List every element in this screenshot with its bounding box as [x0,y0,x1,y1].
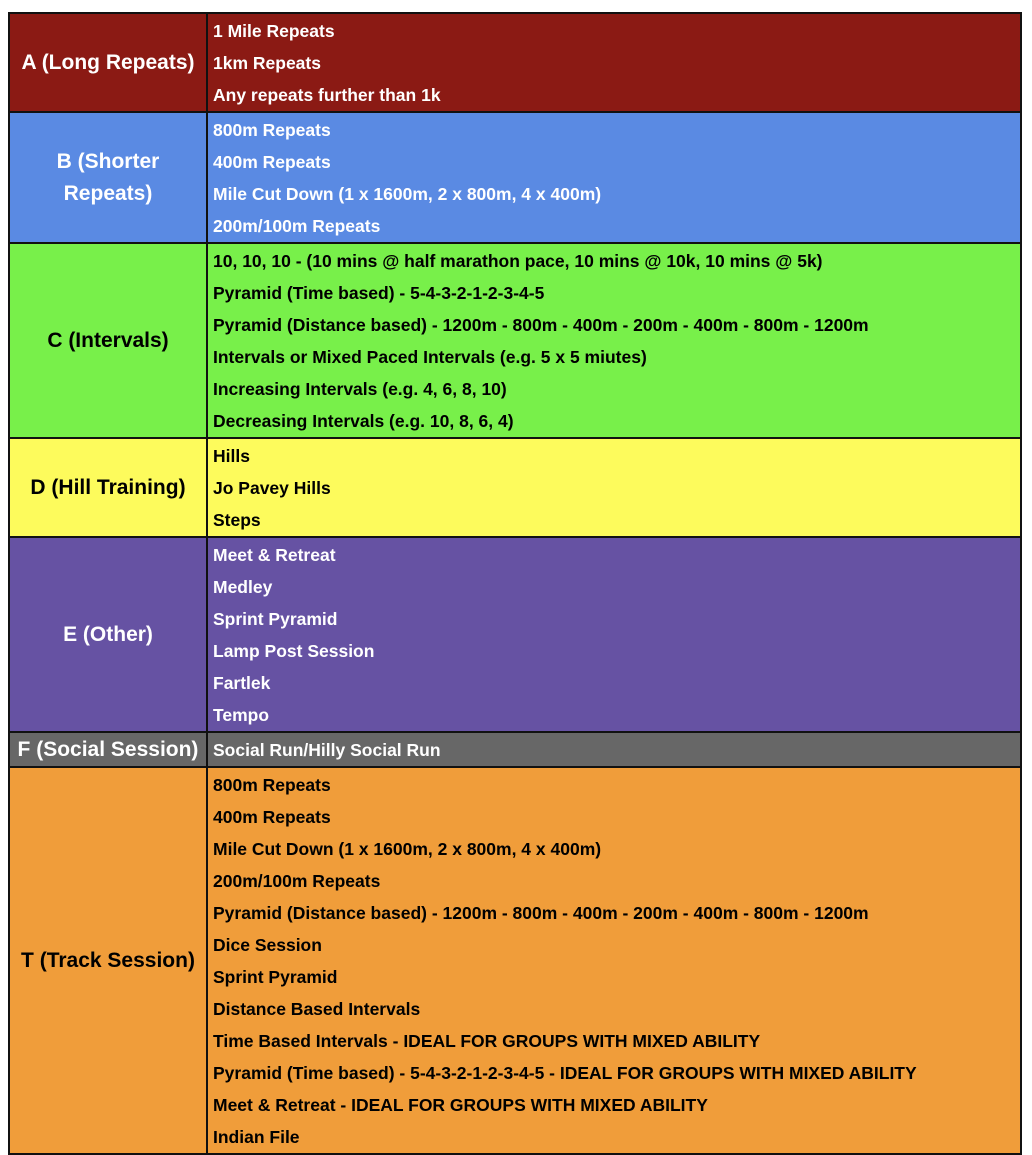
category-row [8,768,1022,1155]
session-item: 1 Mile Repeats [213,21,335,41]
session-list [208,439,1020,536]
category-label: C (Intervals) [10,244,208,437]
session-item: Jo Pavey Hills [213,478,331,498]
session-item: 800m Repeats [213,120,331,140]
session-item: Lamp Post Session [213,641,375,661]
session-item: Indian File [213,1127,300,1147]
session-item: 200m/100m Repeats [213,871,381,891]
session-item: 200m/100m Repeats [213,216,381,236]
session-item: Pyramid (Time based) - 5-4-3-2-1-2-3-4-5 [213,283,545,303]
session-list [208,244,1020,437]
session-item: Sprint Pyramid [213,967,338,987]
category-label: T (Track Session) [10,768,208,1153]
session-item: Fartlek [213,673,271,693]
session-list [208,768,1020,1153]
session-item: 1km Repeats [213,53,321,73]
session-item: Dice Session [213,935,322,955]
session-item: 400m Repeats [213,152,331,172]
category-row [8,538,1022,733]
session-item: Decreasing Intervals (e.g. 10, 8, 6, 4) [213,411,514,431]
session-item: Steps [213,510,261,530]
session-item: Pyramid (Distance based) - 1200m - 800m - 400m - 200m - 400m - 800m - 1200m [213,903,869,923]
session-item: Mile Cut Down (1 x 1600m, 2 x 800m, 4 x 400m) [213,184,602,204]
category-label: B (Shorter Repeats) [10,113,208,242]
session-item: Any repeats further than 1k [213,85,441,105]
session-item: Tempo [213,705,270,725]
session-item: Meet & Retreat - IDEAL FOR GROUPS WITH MIXED ABILITY [213,1095,708,1115]
category-row [8,439,1022,538]
session-item: Time Based Intervals - IDEAL FOR GROUPS WITH MIXED ABILITY [213,1031,761,1051]
category-label: E (Other) [10,538,208,731]
category-label: A (Long Repeats) [10,14,208,111]
session-item: Meet & Retreat [213,545,336,565]
session-item: Pyramid (Time based) - 5-4-3-2-1-2-3-4-5 - IDEAL FOR GROUPS WITH MIXED ABILITY [213,1063,917,1083]
session-item: 10, 10, 10 - (10 mins @ half marathon pace, 10 mins @ 10k, 10 mins @ 5k) [213,251,823,271]
category-row [8,733,1022,768]
session-item: Medley [213,577,273,597]
category-row [8,12,1022,113]
session-item: Intervals or Mixed Paced Intervals (e.g. 5 x 5 miutes) [213,347,647,367]
category-row [8,244,1022,439]
session-list [208,733,1020,766]
session-item: Pyramid (Distance based) - 1200m - 800m - 400m - 200m - 400m - 800m - 1200m [213,315,869,335]
category-label: D (Hill Training) [10,439,208,536]
session-item: Social Run/Hilly Social Run [213,740,441,760]
session-table [8,12,1022,1155]
session-item: 800m Repeats [213,775,331,795]
session-list [208,538,1020,731]
category-label: F (Social Session) [10,733,208,766]
session-item: Hills [213,446,250,466]
session-item: Sprint Pyramid [213,609,338,629]
session-item: 400m Repeats [213,807,331,827]
session-item: Increasing Intervals (e.g. 4, 6, 8, 10) [213,379,507,399]
session-item: Distance Based Intervals [213,999,421,1019]
session-item: Mile Cut Down (1 x 1600m, 2 x 800m, 4 x 400m) [213,839,602,859]
session-list [208,113,1020,242]
session-list [208,14,1020,111]
category-row [8,113,1022,244]
